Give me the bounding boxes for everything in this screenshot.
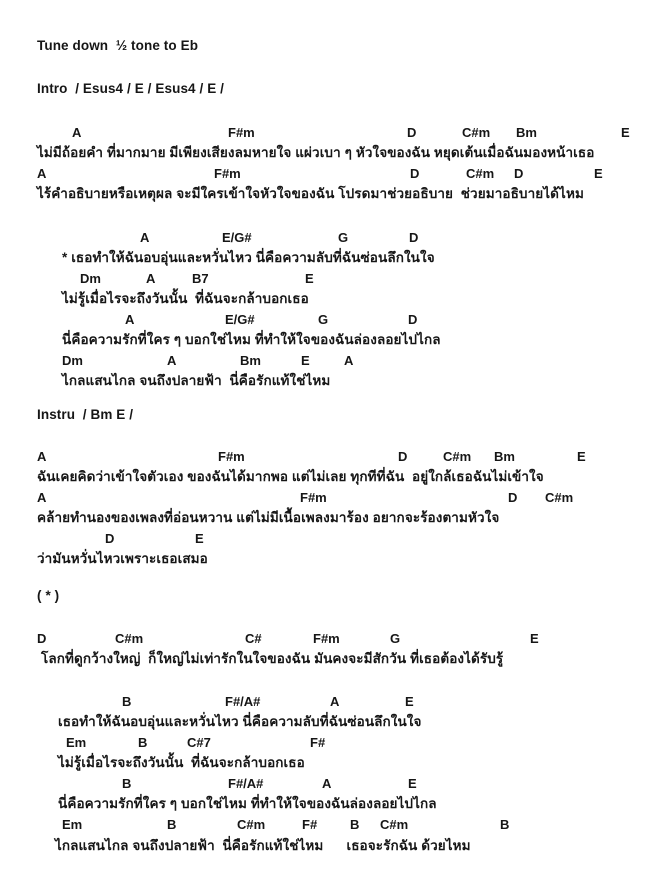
chord-symbol: D — [508, 490, 518, 505]
chord-symbol: B — [122, 776, 132, 791]
chord-symbol: E — [530, 631, 539, 646]
chord-symbol: A — [146, 271, 156, 286]
lyric-line: ไกลแสนไกล จนถึงปลายฟ้า นี่คือรักแท้ใช่ไหม — [62, 373, 331, 388]
lyric-line: นี่คือความรักที่ใคร ๆ บอกใช่ไหม ที่ทำให้ใจของฉันล่องลอยไปไกล — [62, 332, 441, 347]
chord-row — [0, 531, 670, 547]
chord-symbol: E/G# — [225, 312, 255, 327]
chord-symbol: D — [408, 312, 418, 327]
lyric-line: โลกที่ดูกว้างใหญ่ ก็ใหญ่ไม่เท่ารักในใจของฉัน มันคงจะมีสักวัน ที่เธอต้องได้รับรู้ — [41, 651, 504, 666]
chord-symbol: Bm — [516, 125, 537, 140]
chord-symbol: D — [398, 449, 408, 464]
chord-symbol: G — [390, 631, 401, 646]
chord-symbol: A — [125, 312, 135, 327]
chord-symbol: B — [138, 735, 148, 750]
lyric-line: เธอทำให้ฉันอบอุ่นและหวั่นไหว นี่คือความลับที่ฉันซ่อนลึกในใจ — [58, 714, 422, 729]
chord-symbol: A — [140, 230, 150, 245]
chord-row — [0, 735, 670, 751]
repeat-mark: ( * ) — [37, 588, 60, 603]
chord-row — [0, 817, 670, 833]
chord-symbol: C#m — [462, 125, 491, 140]
lyric-line: ไม่มีถ้อยคำ ที่มากมาย มีเพียงเสียงลมหายใจ แผ่วเบา ๆ หัวใจของฉัน หยุดเต้นเมื่อฉันมองหน้าเธอ — [37, 145, 595, 160]
lyric-line: คล้ายทำนองของเพลงที่อ่อนหวาน แต่ไม่มีเนื้อเพลงมาร้อง อยากจะร้องตามหัวใจ — [37, 510, 500, 525]
chord-row — [0, 230, 670, 246]
chord-symbol: A — [72, 125, 82, 140]
chord-row — [0, 776, 670, 792]
chord-symbol: E — [408, 776, 417, 791]
chord-symbol: C#m — [466, 166, 495, 181]
chord-symbol: Em — [62, 817, 83, 832]
chord-symbol: C# — [245, 631, 262, 646]
chord-symbol: D — [410, 166, 420, 181]
chord-row — [0, 125, 670, 141]
chord-symbol: D — [409, 230, 419, 245]
chord-symbol: G — [338, 230, 349, 245]
chord-symbol: B7 — [192, 271, 209, 286]
chord-symbol: A — [37, 490, 47, 505]
lyric-line: ไม่รู้เมื่อไรจะถึงวันนั้น ที่ฉันจะกล้าบอกเธอ — [58, 755, 305, 770]
chord-symbol: Dm — [62, 353, 83, 368]
chord-symbol: F#/A# — [225, 694, 261, 709]
chord-symbol: E — [405, 694, 414, 709]
chord-symbol: E — [577, 449, 586, 464]
chord-symbol: Em — [66, 735, 87, 750]
chord-symbol: Dm — [80, 271, 101, 286]
chord-symbol: E/G# — [222, 230, 252, 245]
chord-symbol: C#7 — [187, 735, 211, 750]
chord-symbol: A — [322, 776, 332, 791]
chord-symbol: F#/A# — [228, 776, 264, 791]
chord-symbol: C#m — [115, 631, 144, 646]
chord-symbol: A — [37, 449, 47, 464]
chord-row — [0, 312, 670, 328]
chord-symbol: B — [350, 817, 360, 832]
chord-symbol: F#m — [300, 490, 327, 505]
chord-symbol: E — [301, 353, 310, 368]
chord-symbol: D — [514, 166, 524, 181]
chord-symbol: G — [318, 312, 329, 327]
intro-line: Intro / Esus4 / E / Esus4 / E / — [37, 81, 225, 96]
chord-symbol: B — [500, 817, 510, 832]
chord-symbol: C#m — [443, 449, 472, 464]
chord-symbol: F# — [302, 817, 318, 832]
instru-line: Instru / Bm E / — [37, 407, 134, 422]
lyric-line: ไกลแสนไกล จนถึงปลายฟ้า นี่คือรักแท้ใช่ไหม เธอจะรักฉัน ด้วยไหม — [55, 838, 471, 853]
chord-row — [0, 694, 670, 710]
chord-symbol: F#m — [313, 631, 340, 646]
chord-symbol: Bm — [494, 449, 515, 464]
lyric-line: * เธอทำให้ฉันอบอุ่นและหวั่นไหว นี่คือความลับที่ฉันซ่อนลึกในใจ — [62, 250, 435, 265]
chord-symbol: F#m — [228, 125, 255, 140]
chord-symbol: E — [594, 166, 603, 181]
chord-symbol: Bm — [240, 353, 261, 368]
chord-row — [0, 631, 670, 647]
chord-symbol: F#m — [218, 449, 245, 464]
lyric-line: ว่ามันหวั่นไหวเพราะเธอเสมอ — [37, 551, 208, 566]
chord-row — [0, 271, 670, 287]
chord-symbol: A — [344, 353, 354, 368]
chord-symbol: B — [122, 694, 132, 709]
chord-symbol: E — [305, 271, 314, 286]
chord-symbol: E — [195, 531, 204, 546]
chord-symbol: C#m — [380, 817, 409, 832]
chord-symbol: D — [37, 631, 47, 646]
chord-symbol: A — [37, 166, 47, 181]
chord-symbol: D — [407, 125, 417, 140]
chord-symbol: F#m — [214, 166, 241, 181]
chord-row — [0, 353, 670, 369]
chord-symbol: D — [105, 531, 115, 546]
lyric-line: ไร้คำอธิบายหรือเหตุผล จะมีใครเข้าใจหัวใจของฉัน โปรดมาช่วยอธิบาย ช่วยมาอธิบายได้ไหม — [37, 186, 584, 201]
tuning-note: Tune down ½ tone to Eb — [37, 38, 199, 53]
lyric-line: ฉันเคยคิดว่าเข้าใจตัวเอง ของฉันได้มากพอ แต่ไม่เลย ทุกทีที่ฉัน อยู่ใกล้เธอฉันไม่เข้าใจ — [37, 469, 544, 484]
lyric-line: นี่คือความรักที่ใคร ๆ บอกใช่ไหม ที่ทำให้ใจของฉันล่องลอยไปไกล — [58, 796, 437, 811]
chord-symbol: B — [167, 817, 177, 832]
chord-symbol: A — [167, 353, 177, 368]
chord-row — [0, 490, 670, 506]
chord-symbol: A — [330, 694, 340, 709]
chord-symbol: E — [621, 125, 630, 140]
chord-symbol: C#m — [545, 490, 574, 505]
chord-symbol: F# — [310, 735, 326, 750]
lyric-line: ไม่รู้เมื่อไรจะถึงวันนั้น ที่ฉันจะกล้าบอกเธอ — [62, 291, 309, 306]
chord-row — [0, 166, 670, 182]
chord-symbol: C#m — [237, 817, 266, 832]
chord-row — [0, 449, 670, 465]
